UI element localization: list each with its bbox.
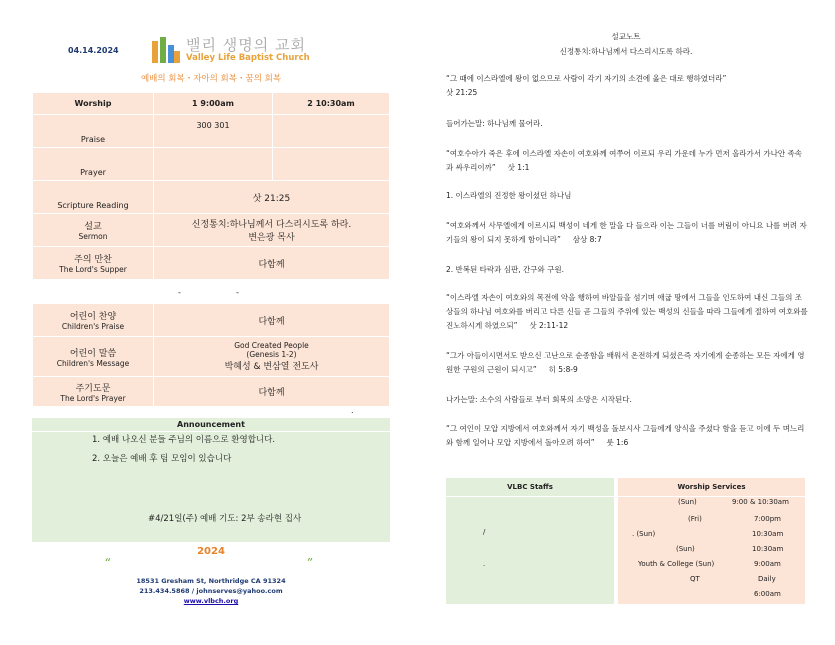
verse-reference: 삿 21:25 <box>446 88 478 97</box>
sermon-verse-5 <box>446 349 808 377</box>
children-praise-value: 다함께 <box>154 304 390 337</box>
worship-services-title: Worship Services <box>618 478 805 497</box>
sermon-point-2: 2. 반복된 타락과 심판, 간구와 구원. <box>446 265 565 274</box>
church-logo-icon <box>152 37 180 63</box>
children-praise-label-en: Children's Praise <box>61 322 125 331</box>
service-time: 10:30am <box>752 530 784 538</box>
prayer-empty-cell <box>154 148 273 181</box>
supper-label-en: The Lord's Supper <box>59 265 127 274</box>
sermon-notes-title: 설교노트 <box>611 32 641 41</box>
staff-box-title: VLBC Staffs <box>446 478 614 497</box>
supper-label-kr: 주의 만찬 <box>74 255 112 265</box>
worship-header-row <box>33 93 390 115</box>
service-time: 7:00pm <box>754 515 781 523</box>
separator-dash-2: - <box>236 288 239 297</box>
church-name-korean: 밸리 생명의 교회 <box>186 36 306 54</box>
verse-text: “그가 아들이시면서도 받으신 고난으로 순종함을 배워서 온전하게 되셨은즉 자기에게 순종하는 모든 자에게 영원한 구원의 근원이 되시고” <box>446 351 805 374</box>
sermon-notes-subtitle: 신정통치:하나님께서 다스리시도록 하라. <box>559 47 693 56</box>
announcement-note: #4/21일(주) 예배 기도: 2부 송라현 집사 <box>148 514 302 524</box>
verse-text: “그 여인이 모압 지방에서 여호와께서 자기 백성을 돌보시사 그들에게 양식을 주셨다 함을 듣고 이에 두 며느리와 함께 일어나 모압 지방에서 돌아오려 하여” <box>446 424 805 447</box>
worship-order-table <box>32 92 390 280</box>
scripture-label: Scripture Reading <box>33 181 154 214</box>
children-praise-label <box>33 304 154 337</box>
children-message-speakers: 박혜성 & 변삼열 전도사 <box>224 362 319 372</box>
worship-first-service: 1 9:00am <box>154 93 273 115</box>
service-name: (Fri) <box>688 515 702 523</box>
separator-dash: - <box>178 288 181 297</box>
sermon-preacher: 변은광 목사 <box>248 233 295 243</box>
sermon-verse-2 <box>446 147 808 175</box>
service-name: QT <box>690 575 700 583</box>
service-time: 6:00am <box>754 590 781 598</box>
quote-open: “ <box>104 556 111 570</box>
worship-second-service: 2 10:30am <box>273 93 390 115</box>
verse-reference: 히 5:8-9 <box>548 365 578 374</box>
church-contact-block <box>32 576 390 606</box>
sermon-intro-point: 들어가는말: 하나님께 물어라. <box>446 119 543 128</box>
verse-text: “여호와께서 사무엘에게 이르시되 백성이 네게 한 말을 다 들으라 이는 그들이 너를 버림이 아니요 나를 버려 자기들의 왕이 되지 못하게 함이니라” <box>446 221 807 244</box>
announcement-item: 2. 오늘은 예배 후 팀 모임이 있습니다 <box>92 454 232 464</box>
lords-prayer-label <box>33 377 154 407</box>
children-program-table <box>32 303 390 407</box>
praise-hymns: 300 301 <box>154 115 273 148</box>
prayer-empty-cell-2 <box>273 148 390 181</box>
children-praise-label-kr: 어린이 찬양 <box>69 312 117 322</box>
quote-close: ” <box>306 556 313 570</box>
announcement-item: 1. 예배 나오신 분들 주님의 이름으로 환영합니다. <box>92 435 276 445</box>
supper-value: 다함께 <box>154 247 390 280</box>
sermon-details <box>154 214 390 247</box>
lords-prayer-value: 다함께 <box>154 377 390 407</box>
service-name: . (Sun) <box>632 530 656 538</box>
sermon-title: 신정통치:하나님께서 다스리시도록 하라. <box>191 220 352 230</box>
service-name: Youth & College (Sun) <box>638 560 715 568</box>
staff-box <box>446 478 614 604</box>
children-message-label <box>33 337 154 377</box>
announcement-box <box>32 418 390 542</box>
children-message-label-en: Children's Message <box>56 358 130 368</box>
verse-text: “여호수아가 죽은 후에 이스라엘 자손이 여호와께 여쭈어 이르되 우리 가운데 누가 먼저 올라가서 가나안 족속과 싸우리이까” <box>446 149 803 172</box>
sermon-verse-6 <box>446 422 808 450</box>
worship-services-box <box>618 478 805 604</box>
church-address: 18531 Gresham St, Northridge CA 91324 <box>136 577 286 585</box>
prayer-label: Prayer <box>33 148 154 181</box>
children-message-passage: (Genesis 1-2) <box>246 350 297 359</box>
announcement-title: Announcement <box>32 418 390 432</box>
verse-reference: 삿 1:1 <box>507 163 530 172</box>
separator-dot: . <box>351 406 354 415</box>
sermon-label <box>33 214 154 247</box>
service-time: Daily <box>758 575 776 583</box>
children-message-title: God Created People <box>234 341 309 350</box>
lords-prayer-label-kr: 주기도문 <box>75 383 111 394</box>
supper-label <box>33 247 154 280</box>
church-phone-email: 213.434.5868 / johnserves@yahoo.com <box>139 587 283 595</box>
scripture-reference: 삿 21:25 <box>154 181 390 214</box>
year-label: 2024 <box>197 546 225 557</box>
church-website-link[interactable]: www.vlbch.org <box>183 597 239 605</box>
service-name: (Sun) <box>676 545 695 553</box>
verse-text: “이스라엘 자손이 여호와의 목전에 악을 행하여 바알들을 섬기며 애굽 땅에서 그들을 인도하여 내신 그들의 조상들의 하나님 여호와를 버리고 다른 신들 곧 그들의 주위에 있는 백성의 신들을 따라 그들에게 절하여 여호와를 진노하시게 하였으되” <box>446 293 808 330</box>
lords-prayer-label-en: The Lord's Prayer <box>60 393 126 403</box>
verse-reference: 삼상 8:7 <box>572 235 602 244</box>
sermon-verse-1 <box>446 72 808 100</box>
staff-mark-2: . <box>483 560 486 568</box>
praise-empty-cell <box>273 115 390 148</box>
church-theme: 예배의 회복・자아의 회복・꿈의 회복 <box>140 74 282 84</box>
sermon-conclusion: 나가는말: 소수의 사람들로 부터 회복의 소망은 시작된다. <box>446 395 632 404</box>
sermon-verse-3 <box>446 219 808 247</box>
sermon-point-1: 1. 이스라엘의 진정한 왕이셨던 하나님 <box>446 191 572 200</box>
verse-text: “그 때에 이스라엘에 왕이 없으므로 사람이 각기 자기의 소견에 옳은 대로 행하였더라” <box>446 74 727 83</box>
children-message-details <box>154 337 390 377</box>
sermon-notes-header <box>446 31 806 57</box>
worship-header-label: Worship <box>33 93 154 115</box>
service-time: 10:30am <box>752 545 784 553</box>
staff-mark: / <box>483 528 486 536</box>
church-name-english: Valley Life Baptist Church <box>186 53 310 63</box>
sermon-verse-4 <box>446 291 808 333</box>
sermon-label-kr: 설교 <box>84 222 102 232</box>
verse-reference: 삿 2:11-12 <box>529 321 569 330</box>
service-name: (Sun) <box>678 498 697 506</box>
verse-reference: 룻 1:6 <box>606 438 629 447</box>
service-time: 9:00 & 10:30am <box>732 498 789 506</box>
sermon-label-en: Sermon <box>78 232 108 241</box>
bulletin-date: 04.14.2024 <box>68 46 119 55</box>
praise-label: Praise <box>33 115 154 148</box>
children-message-label-kr: 어린이 말씀 <box>69 348 117 359</box>
service-time: 9:00am <box>754 560 781 568</box>
